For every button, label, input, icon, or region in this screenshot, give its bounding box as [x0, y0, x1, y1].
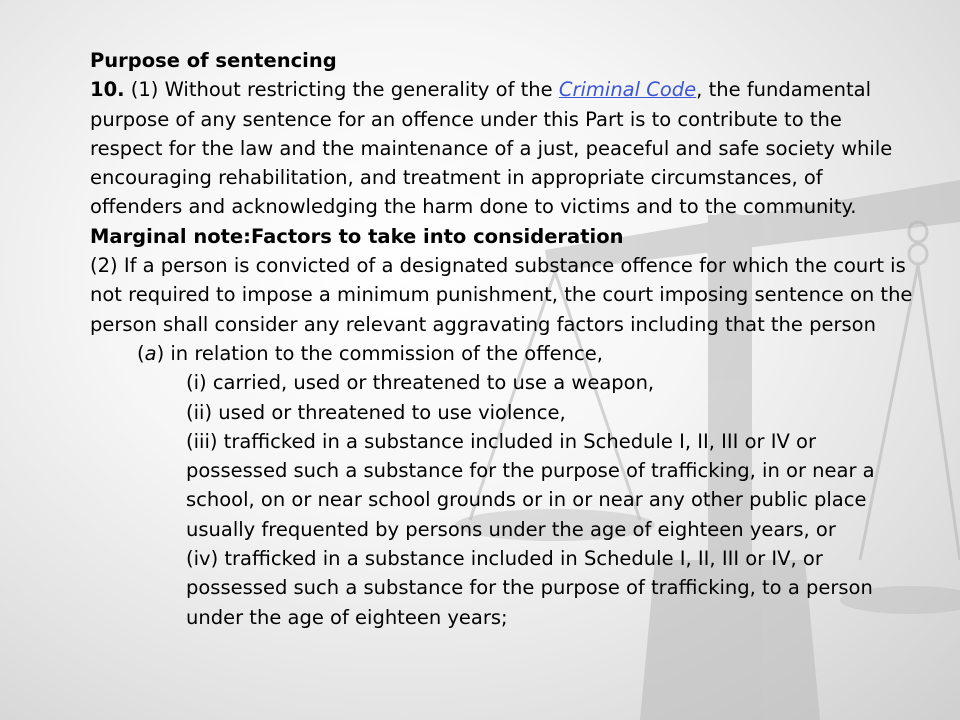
subsection-1-body: , the fundamental purpose of any sentence for an offence under this Part is to contribute to the respect for the law and the maintenance of a just, peaceful and safe society while encouraging rehabilitation, and treatment in appropriate circumstances, of offenders and acknowledging the harm done to victims and to the community.	[90, 78, 893, 219]
paragraph-a-open: (	[137, 341, 145, 365]
criminal-code-link[interactable]: Criminal Code	[558, 78, 697, 102]
subparagraph-i: (i) carried, used or threatened to use a weapon,	[186, 371, 655, 395]
subparagraph-ii: (ii) used or threatened to use violence,	[186, 400, 566, 424]
paragraph-a	[90, 339, 920, 368]
paragraph-a-letter: a	[144, 341, 157, 365]
section-number: 10.	[90, 78, 125, 102]
subsection-1-label: (1)	[130, 78, 159, 102]
section-heading: Purpose of sentencing	[90, 49, 337, 72]
subparagraph-iv: (iv) trafficked in a substance included in Schedule I, II, III or IV, or possessed such a substance for the purpose of trafficking, to a person under the age of eighteen years;	[186, 547, 873, 629]
paragraph-a-text: ) in relation to the commission of the offence,	[156, 341, 603, 365]
statute-text	[90, 46, 920, 632]
subparagraph-iii: (iii) trafficked in a substance included in Schedule I, II, III or IV or possessed such a substance for the purpose of trafficking, in or near a school, on or near school grounds or in or near any other public place usually frequented by persons under the age of eighteen years, or	[186, 429, 875, 541]
marginal-note: Marginal note:Factors to take into consideration	[90, 224, 624, 248]
subsection-1	[90, 75, 920, 221]
subsection-1-intro: Without restricting the generality of the	[164, 78, 553, 102]
subsection-2: (2) If a person is convicted of a designated substance offence for which the court is not required to impose a minimum punishment, the court imposing sentence on the person shall consider any relevant aggravating factors including that the person	[90, 254, 913, 336]
